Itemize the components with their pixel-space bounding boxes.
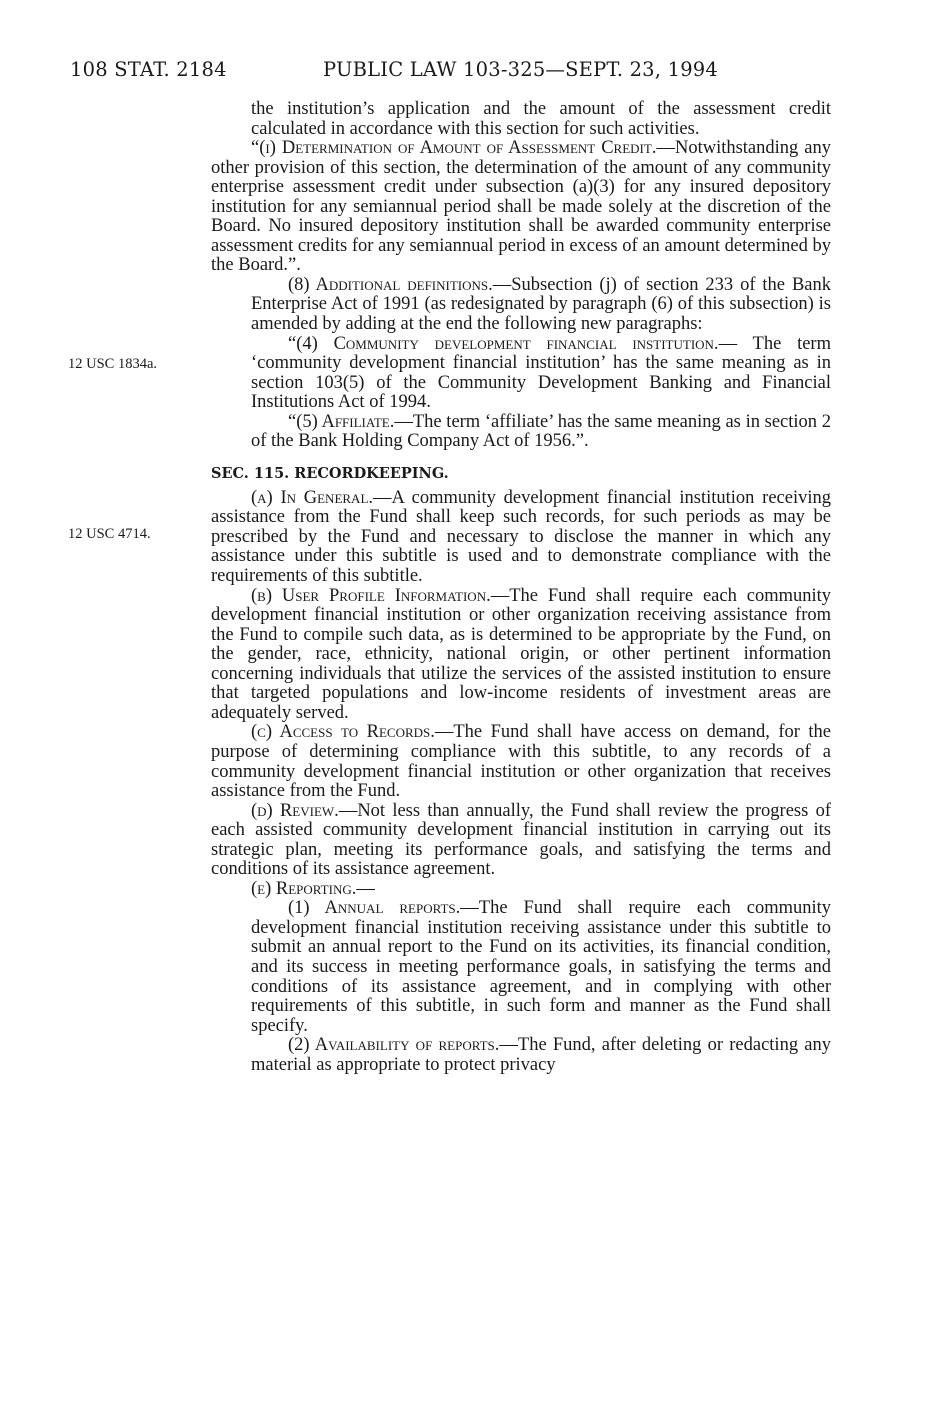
paragraph-annual-reports: (1) Annual reports.—The Fund shall require each community development financial institution receiving assistance under this subtitle to submit an annual report to the Fund on its activities, its financial condition, and its success in meeting performance goals, in satisfying the terms and conditions of its assistance agreement, and in complying with other requirements of this subtitle, in such form and manner as the Fund shall specify. — [251, 898, 831, 1036]
paragraph-affiliate-definition: “(5) Affiliate.—The term ‘affiliate’ has the same meaning as in section 2 of the Bank Holding Company Act of 1956.”. — [251, 411, 831, 452]
paragraph-additional-definitions: (8) Additional definitions.—Subsection (j) of section 233 of the Bank Enterprise Act of 1991 (as redesignated by paragraph (6) of this subsection) is amended by adding at the end the following new paragraphs: — [251, 274, 831, 335]
section-heading: SEC. 115. RECORDKEEPING. — [211, 464, 449, 482]
paragraph-heading: “(i) Determination of Amount of Assessment Credit. — [251, 138, 657, 159]
paragraph-in-general: (a) In General.—A community development financial institution receiving assistance from the Fund shall keep such records, for such periods as may be prescribed by the Fund and necessary to disclose the manner in which any assistance under this subtitle is used and to demonstrate compliance with the requirements of this subtitle. — [211, 487, 831, 587]
paragraph-continuation: the institution’s application and the amount of the assessment credit calculated in accordance with this section for such activities. — [251, 99, 831, 139]
stat-page-number: 108 STAT. 2184 — [70, 58, 227, 81]
paragraph-heading: (1) Annual reports. — [288, 898, 461, 919]
margin-note-usc-1834a: 12 USC 1834a. — [68, 356, 158, 372]
paragraph-review: (d) Review.—Not less than annually, the Fund shall review the progress of each assisted community development financial institution in carrying out its strategic plan, meeting its performance goals, and satisfying the terms and conditions of its assistance agreement. — [211, 800, 831, 880]
paragraph-availability-of-reports: (2) Availability of reports.—The Fund, after deleting or redacting any material as appropriate to protect privacy — [251, 1035, 831, 1075]
paragraph-determination: “(i) Determination of Amount of Assessment Credit.—Notwithstanding any other provision of this section, the determination of the amount of any community enterprise assessment credit under subsection (a)(3) for any insured depository institution for any semiannual period shall be made solely at the discretion of the Board. No insured depository institution shall be awarded community enterprise assessment credits for any semiannual period in excess of an amount determined by the Board.”. — [211, 138, 831, 276]
public-law-title: PUBLIC LAW 103-325—SEPT. 23, 1994 — [323, 58, 719, 81]
paragraph-access-to-records: (c) Access to Records.—The Fund shall have access on demand, for the purpose of determining compliance with this subtitle, to any records of a community development financial institution or other organization that receives assistance from the Fund. — [211, 722, 831, 802]
paragraph-heading: (2) Availability of reports. — [288, 1035, 500, 1056]
document-body — [211, 100, 831, 1075]
paragraph-heading: “(5) Affiliate. — [288, 411, 395, 432]
paragraph-heading: (e) Reporting. — [251, 878, 357, 899]
paragraph-heading: (8) Additional definitions. — [288, 274, 493, 295]
paragraph-user-profile: (b) User Profile Information.—The Fund shall require each community development financial institution or other organization receiving assistance from the Fund to compile such data, as is determined to be appropriate by the Fund, on the gender, race, ethnicity, national origin, or other pertinent information concerning individuals that utilize the services of the assisted institution to ensure that targeted populations and low-income residents of investment areas are adequately served. — [211, 585, 832, 723]
paragraph-heading: (d) Review. — [251, 800, 339, 821]
paragraph-heading: (c) Access to Records. — [251, 722, 435, 743]
paragraph-cdfi-definition: “(4) Community development financial institution.— The term ‘community development financial institution’ has the same meaning as in section 103(5) of the Community Development Banking and Financial Institutions Act of 1994. — [251, 333, 831, 413]
margin-note-usc-4714: 12 USC 4714. — [68, 526, 151, 542]
paragraph-heading: (a) In General. — [251, 487, 374, 508]
page-header — [0, 58, 945, 88]
paragraph-heading: “(4) Community development financial institution. — [288, 333, 719, 354]
paragraph-reporting: (e) Reporting.— — [251, 878, 375, 899]
paragraph-heading: (b) User Profile Information. — [251, 585, 491, 606]
